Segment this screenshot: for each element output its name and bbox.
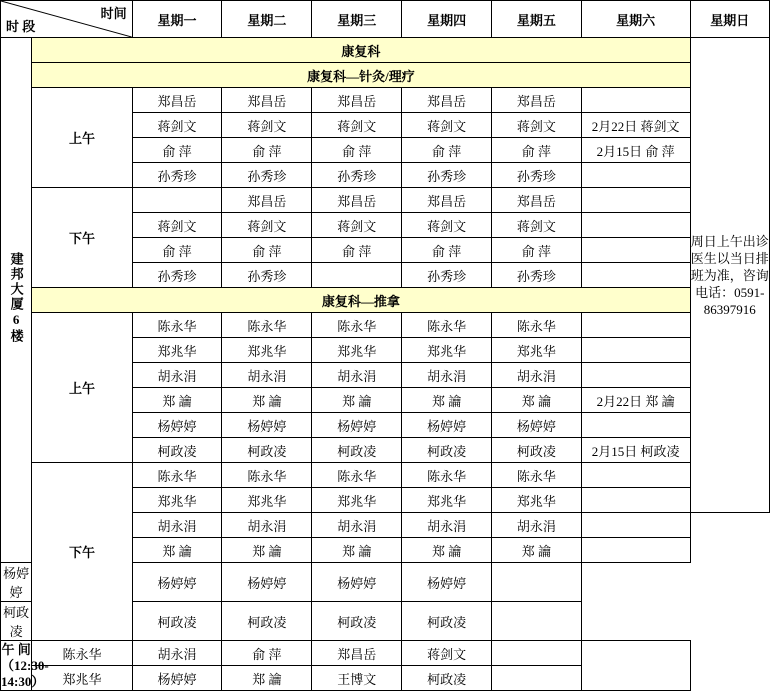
- cell: 杨婷婷: [222, 413, 312, 438]
- cell: [581, 338, 690, 363]
- cell: [581, 538, 690, 563]
- shift-label-acu-afternoon: 下午: [32, 188, 132, 288]
- cell: 俞 萍: [222, 238, 312, 263]
- cell: [581, 213, 690, 238]
- cell: 俞 萍: [492, 238, 582, 263]
- cell: 郑兆华: [312, 338, 402, 363]
- cell: 柯政凌: [402, 602, 492, 641]
- cell: 孙秀珍: [312, 163, 402, 188]
- cell: 孙秀珍: [402, 263, 492, 288]
- shift-label-tuina-afternoon: 下午: [32, 463, 132, 641]
- cell: [581, 488, 690, 513]
- cell: 柯政凌: [222, 602, 312, 641]
- cell: 蒋剑文: [222, 113, 312, 138]
- cell: [581, 463, 690, 488]
- cell: 郑昌岳: [312, 641, 402, 666]
- cell: 柯政凌: [402, 438, 492, 463]
- cell: 俞 萍: [312, 138, 402, 163]
- cell: 郑兆华: [492, 488, 582, 513]
- cell: 俞 萍: [312, 238, 402, 263]
- header-day-sun: 星期日: [690, 1, 769, 38]
- shift-label-noon: 午 间（12:30-14:30）: [1, 641, 49, 689]
- cell: [132, 188, 222, 213]
- cell: 杨婷婷: [312, 413, 402, 438]
- cell: [581, 413, 690, 438]
- cell: [492, 641, 582, 666]
- cell: 孙秀珍: [132, 263, 222, 288]
- cell: 郑兆华: [32, 666, 132, 691]
- cell: [492, 602, 582, 641]
- header-day-tue: 星期二: [222, 1, 312, 38]
- cell: 郑昌岳: [402, 88, 492, 113]
- cell: 胡永涓: [312, 513, 402, 538]
- cell: 陈永华: [132, 313, 222, 338]
- header-day-wed: 星期三: [312, 1, 402, 38]
- cell: 柯政凌: [492, 438, 582, 463]
- cell: 柯政凌: [1, 602, 32, 641]
- cell: 蒋剑文: [402, 113, 492, 138]
- header-time-label: 时间: [100, 6, 127, 21]
- cell: 俞 萍: [402, 238, 492, 263]
- cell: 郑昌岳: [492, 88, 582, 113]
- cell: 杨婷婷: [132, 563, 222, 602]
- cell: 郑昌岳: [222, 88, 312, 113]
- cell: 蒋剑文: [492, 213, 582, 238]
- cell: 陈永华: [132, 463, 222, 488]
- cell: 陈永华: [312, 463, 402, 488]
- cell: 柯政凌: [312, 602, 402, 641]
- cell: 孙秀珍: [492, 263, 582, 288]
- cell: 陈永华: [32, 641, 132, 666]
- shift-label-acu-morning: 上午: [32, 88, 132, 188]
- section-acupuncture: 康复科—针灸/理疗: [32, 63, 690, 88]
- cell: 郑昌岳: [402, 188, 492, 213]
- cell: 胡永涓: [402, 513, 492, 538]
- cell: 郑 讑: [312, 388, 402, 413]
- header-corner: [1, 1, 133, 38]
- cell: 柯政凌: [312, 438, 402, 463]
- shift-label-tuina-morning: 上午: [32, 313, 132, 463]
- cell: 郑 讑: [222, 666, 312, 691]
- cell: 蒋剑文: [132, 213, 222, 238]
- cell: 俞 萍: [132, 238, 222, 263]
- cell: 陈永华: [492, 463, 582, 488]
- cell: 蒋剑文: [312, 113, 402, 138]
- cell: 胡永涓: [132, 513, 222, 538]
- cell: 蒋剑文: [402, 213, 492, 238]
- cell: 柯政凌: [132, 602, 222, 641]
- cell: [581, 313, 690, 338]
- cell: 郑兆华: [222, 338, 312, 363]
- cell: 杨婷婷: [1, 563, 32, 602]
- cell: 杨婷婷: [402, 413, 492, 438]
- cell: 孙秀珍: [132, 163, 222, 188]
- cell: 郑 讑: [132, 388, 222, 413]
- cell: 杨婷婷: [132, 413, 222, 438]
- cell: 胡永涓: [312, 363, 402, 388]
- building-label: 建邦大厦6楼: [1, 38, 32, 563]
- cell: [581, 513, 690, 538]
- cell: 胡永涓: [222, 363, 312, 388]
- section-tuina: 康复科—推拿: [32, 288, 690, 313]
- cell: 孙秀珍: [222, 163, 312, 188]
- cell: 郑昌岳: [132, 88, 222, 113]
- cell: 胡永涓: [402, 363, 492, 388]
- cell: 2月22日 蒋剑文: [581, 113, 690, 138]
- cell: 俞 萍: [402, 138, 492, 163]
- cell: 2月15日 柯政凌: [581, 438, 690, 463]
- cell: 郑昌岳: [312, 188, 402, 213]
- cell: 陈永华: [312, 313, 402, 338]
- cell: 杨婷婷: [312, 563, 402, 602]
- cell: 郑 讑: [222, 538, 312, 563]
- cell: 孙秀珍: [492, 163, 582, 188]
- cell: 郑 讑: [492, 538, 582, 563]
- cell: 陈永华: [492, 313, 582, 338]
- cell: [581, 363, 690, 388]
- section-dept: 康复科: [32, 38, 690, 63]
- cell: 郑 讑: [312, 538, 402, 563]
- cell: 柯政凌: [222, 438, 312, 463]
- cell: [581, 238, 690, 263]
- cell: 郑兆华: [222, 488, 312, 513]
- cell: 郑 讑: [402, 538, 492, 563]
- header-day-mon: 星期一: [132, 1, 222, 38]
- cell: 柯政凌: [132, 438, 222, 463]
- cell: 郑 讑: [132, 538, 222, 563]
- cell: 蒋剑文: [222, 213, 312, 238]
- cell: [312, 263, 402, 288]
- header-shift-label: 时 段: [6, 19, 36, 34]
- cell: 郑 讑: [222, 388, 312, 413]
- cell: [581, 88, 690, 113]
- cell: [581, 163, 690, 188]
- cell: 孙秀珍: [402, 163, 492, 188]
- header-day-fri: 星期五: [492, 1, 582, 38]
- cell: 郑兆华: [132, 488, 222, 513]
- cell: 郑昌岳: [312, 88, 402, 113]
- cell: [492, 666, 582, 691]
- cell: 王博文: [312, 666, 402, 691]
- cell: 郑昌岳: [222, 188, 312, 213]
- cell: 俞 萍: [132, 138, 222, 163]
- header-day-thu: 星期四: [402, 1, 492, 38]
- cell: 郑兆华: [492, 338, 582, 363]
- cell: 陈永华: [222, 463, 312, 488]
- cell: 郑兆华: [402, 338, 492, 363]
- cell: 俞 萍: [492, 138, 582, 163]
- cell: 杨婷婷: [402, 563, 492, 602]
- cell: 蒋剑文: [132, 113, 222, 138]
- cell: 胡永涓: [222, 513, 312, 538]
- cell: [492, 563, 582, 602]
- cell: 郑兆华: [402, 488, 492, 513]
- header-day-sat: 星期六: [581, 1, 690, 38]
- cell: 郑 讑: [402, 388, 492, 413]
- cell: 郑兆华: [312, 488, 402, 513]
- cell: 孙秀珍: [222, 263, 312, 288]
- cell: 杨婷婷: [132, 666, 222, 691]
- cell: [581, 188, 690, 213]
- cell: 郑昌岳: [492, 188, 582, 213]
- cell: 郑 讑: [492, 388, 582, 413]
- cell: 陈永华: [222, 313, 312, 338]
- cell: 郑兆华: [132, 338, 222, 363]
- cell: 俞 萍: [222, 138, 312, 163]
- cell: [581, 263, 690, 288]
- cell: 杨婷婷: [492, 413, 582, 438]
- sunday-note: 周日上午出诊医生以当日排班为准，咨询电话：0591-86397916: [690, 38, 769, 513]
- cell: 2月15日 俞 萍: [581, 138, 690, 163]
- cell: 蒋剑文: [312, 213, 402, 238]
- cell: 2月22日 郑 讑: [581, 388, 690, 413]
- cell-noon-sunday: [581, 641, 690, 691]
- cell: 胡永涓: [132, 363, 222, 388]
- cell: 胡永涓: [492, 513, 582, 538]
- cell: 杨婷婷: [222, 563, 312, 602]
- cell: 柯政凌: [402, 666, 492, 691]
- cell: 俞 萍: [222, 641, 312, 666]
- cell: 胡永涓: [132, 641, 222, 666]
- cell: 蒋剑文: [492, 113, 582, 138]
- cell: 胡永涓: [492, 363, 582, 388]
- cell: 陈永华: [402, 313, 492, 338]
- cell: 陈永华: [402, 463, 492, 488]
- cell: 蒋剑文: [402, 641, 492, 666]
